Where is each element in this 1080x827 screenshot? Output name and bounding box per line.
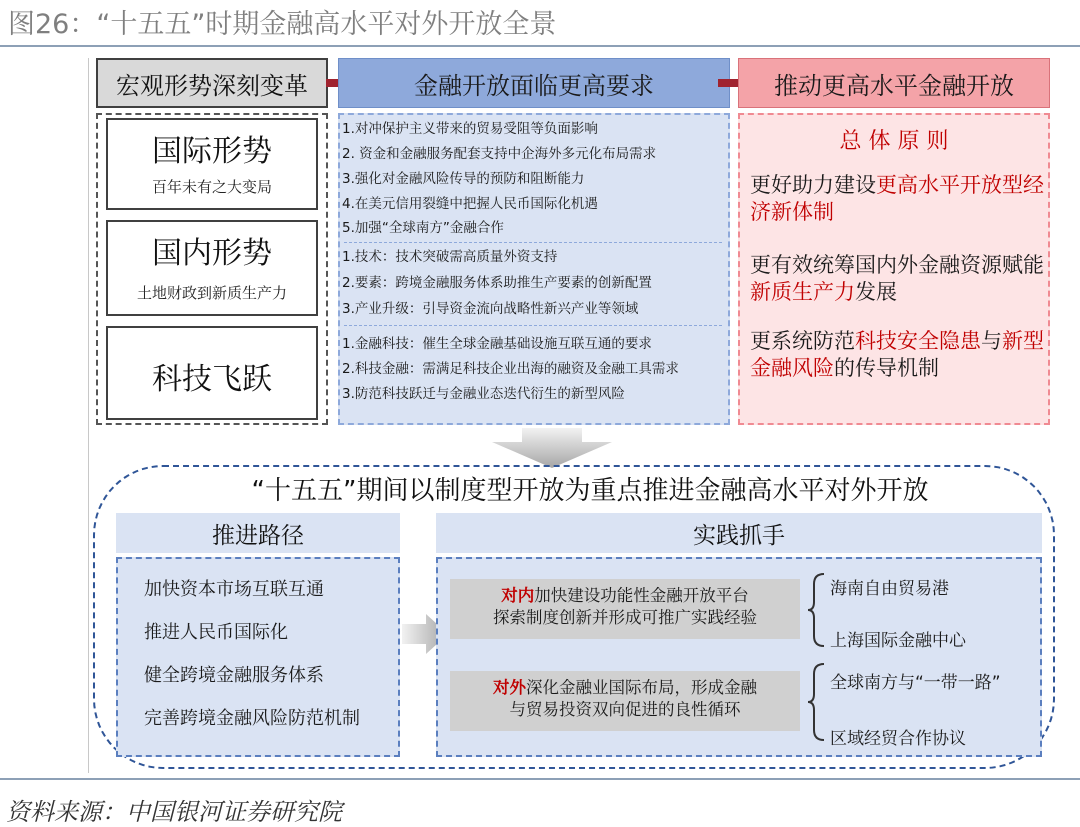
principle-text: 发展 — [855, 280, 897, 304]
practice-header: 实践抓手 — [436, 513, 1042, 553]
principle-1 — [750, 172, 1045, 226]
box-tech-leap — [106, 326, 318, 420]
principle-3 — [750, 328, 1045, 382]
external-measure — [450, 671, 800, 731]
path-header: 推进路径 — [116, 513, 400, 553]
external-tag: 对外 — [493, 678, 526, 697]
requirement-item: 2.科技金融：需满足科技企业出海的融资及金融工具需求 — [342, 361, 679, 377]
header-promote-opening: 推动更高水平金融开放 — [738, 58, 1050, 108]
principle-text: 更系统防范 — [750, 329, 855, 353]
principle-highlight: 新质生产力 — [750, 280, 855, 304]
principle-text: 与 — [981, 329, 1002, 353]
principle-text: 更好助力建设 — [750, 173, 876, 197]
box-title: 国际形势 — [152, 134, 272, 169]
box-international-situation — [106, 118, 318, 210]
requirement-item: 3.强化对金融风险传导的预防和阻断能力 — [342, 171, 585, 187]
principle-highlight: 新型金融风险 — [750, 329, 1044, 380]
internal-line1: 加快建设功能性金融开放平台 — [534, 586, 749, 605]
path-item: 推进人民币国际化 — [144, 622, 288, 643]
header-macro-change: 宏观形势深刻变革 — [96, 58, 328, 108]
requirement-item: 2. 资金和金融服务配套支持中企海外多元化布局需求 — [342, 146, 657, 162]
requirement-item: 3.防范科技跃迁与金融业态迭代衍生的新型风险 — [342, 386, 625, 402]
principle-highlight: 科技安全隐患 — [855, 329, 981, 353]
requirement-item: 1.金融科技：催生全球金融基础设施互联互通的要求 — [342, 336, 652, 352]
top-rule — [0, 45, 1080, 47]
path-item: 完善跨境金融风险防范机制 — [144, 708, 360, 729]
requirement-item: 2.要素：跨境金融服务体系助推生产要素的创新配置 — [342, 275, 652, 291]
divider — [344, 242, 722, 243]
requirement-item: 1.对冲保护主义带来的贸易受阻等负面影响 — [342, 121, 598, 137]
internal-line2: 探索制度创新并形成可推广实践经验 — [493, 608, 757, 627]
box-title: 国内形势 — [152, 236, 272, 271]
figure-title: 图26：“十五五”时期金融高水平对外开放全景 — [8, 9, 557, 40]
principle-text: 的传导机制 — [834, 356, 939, 380]
brace-icon — [806, 662, 826, 742]
requirement-item: 5.加强“全球南方”金融合作 — [342, 220, 504, 236]
left-vertical-line — [88, 58, 89, 773]
principle-2 — [750, 252, 1045, 306]
box-domestic-situation — [106, 220, 318, 316]
target-regional-agreement: 区域经贸合作协议 — [830, 729, 966, 749]
bottom-title: “十五五”期间以制度型开放为重点推进金融高水平对外开放 — [251, 476, 929, 506]
box-subtitle: 百年未有之大变局 — [151, 178, 272, 196]
external-line2: 与贸易投资双向促进的良性循环 — [509, 700, 741, 719]
header-higher-requirements: 金融开放面临更高要求 — [338, 58, 730, 108]
divider — [344, 325, 722, 326]
principles-title: 总 体 原 则 — [839, 129, 949, 154]
down-arrow-icon — [492, 428, 612, 468]
box-title: 科技飞跃 — [152, 362, 272, 397]
target-hainan: 海南自由贸易港 — [830, 579, 949, 599]
bottom-rule — [0, 778, 1080, 780]
principle-text: 更有效统筹国内外金融资源赋能 — [750, 253, 1044, 277]
target-shanghai: 上海国际金融中心 — [830, 631, 966, 651]
requirement-item: 3.产业升级：引导资金流向战略性新兴产业等领域 — [342, 301, 639, 317]
principle-highlight: 更高水平开放型经济新体制 — [750, 173, 1044, 224]
brace-icon — [806, 572, 826, 648]
path-item: 健全跨境金融服务体系 — [144, 665, 324, 686]
internal-measure — [450, 579, 800, 639]
source-note: 资料来源：中国银河证券研究院 — [6, 798, 342, 826]
box-subtitle: 土地财政到新质生产力 — [136, 284, 287, 302]
path-item: 加快资本市场互联互通 — [144, 579, 324, 600]
target-global-south: 全球南方与“一带一路” — [830, 673, 1001, 693]
requirement-item: 4.在美元信用裂缝中把握人民币国际化机遇 — [342, 196, 598, 212]
external-line1: 深化金融业国际布局，形成金融 — [526, 678, 757, 697]
internal-tag: 对内 — [501, 586, 535, 605]
requirement-item: 1.技术：技术突破需高质量外资支持 — [342, 249, 558, 265]
